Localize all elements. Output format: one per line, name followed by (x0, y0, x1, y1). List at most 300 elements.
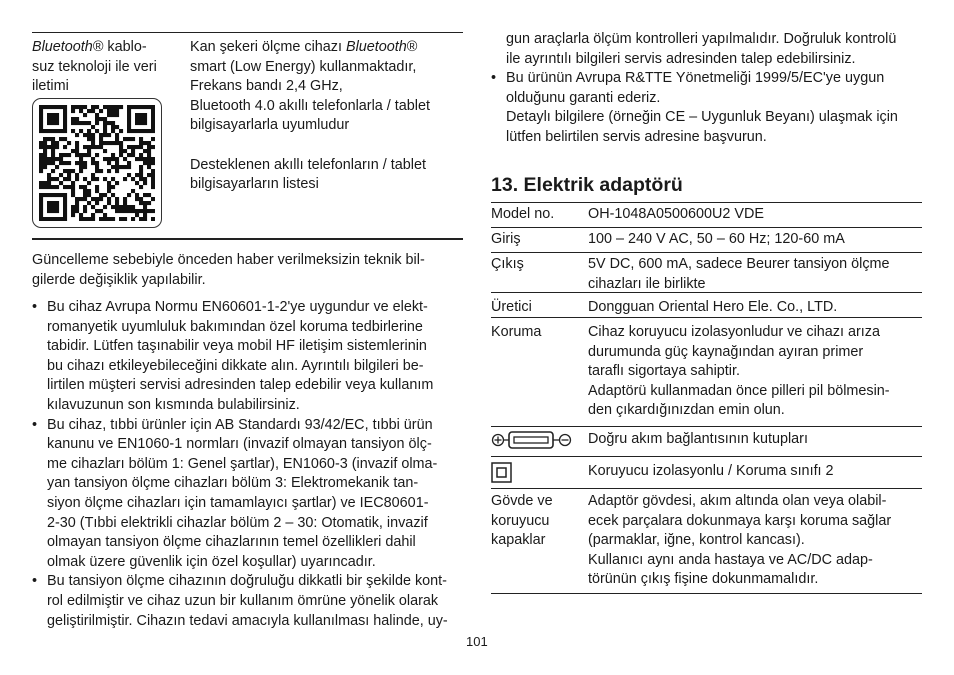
qr-module (55, 201, 59, 205)
qr-module (51, 137, 55, 141)
bullet-line: olduğunu garanti ederiz. (506, 89, 661, 106)
qr-module (151, 129, 155, 133)
qr-module (107, 189, 111, 193)
qr-module (103, 213, 107, 217)
qr-module (71, 189, 75, 193)
spec-value-line: den çıkardığınızdan emin olun. (588, 402, 785, 419)
qr-module (87, 121, 91, 125)
qr-module (135, 213, 139, 217)
qr-module (115, 109, 119, 113)
qr-module (143, 161, 147, 165)
spec-label: Üretici (491, 299, 532, 315)
qr-module (55, 185, 59, 189)
qr-module (51, 177, 55, 181)
qr-module (63, 125, 67, 129)
qr-module (139, 129, 143, 133)
qr-module (63, 205, 67, 209)
bullet-line: bu cihazı etkileyebileceğini dikkate alın. Ayrıntılı bilgileri be- (47, 357, 424, 374)
qr-module (83, 193, 87, 197)
qr-module (51, 205, 55, 209)
bullet-line: lütfen belirtilen servis adresine başvurun. (506, 128, 767, 145)
qr-module (143, 201, 147, 205)
bullet-emc (32, 298, 472, 416)
qr-module (119, 153, 123, 157)
qr-module (51, 169, 55, 173)
qr-module (63, 145, 67, 149)
bluetooth-desc-rest: ® (406, 39, 418, 55)
qr-module (123, 165, 127, 169)
qr-module (43, 141, 47, 145)
qr-module (151, 173, 155, 177)
qr-module (139, 153, 143, 157)
qr-module (103, 133, 107, 137)
spec-value: OH-1048A0500600U2 VDE (588, 206, 764, 222)
qr-module (111, 141, 115, 145)
right-bullet-list (491, 69, 931, 147)
qr-module (43, 137, 47, 141)
qr-module (151, 125, 155, 129)
qr-module (143, 149, 147, 153)
qr-module (79, 153, 83, 157)
qr-module (87, 193, 91, 197)
qr-module (107, 217, 111, 221)
qr-module (143, 105, 147, 109)
qr-module (127, 173, 131, 177)
polarity-symbol-icon (491, 429, 583, 458)
qr-module (39, 105, 43, 109)
protection-class-2-icon (491, 462, 583, 491)
qr-module (151, 177, 155, 181)
qr-module (75, 141, 79, 145)
qr-module (103, 217, 107, 221)
qr-module (51, 157, 55, 161)
qr-module (47, 117, 51, 121)
qr-module (51, 161, 55, 165)
qr-module (43, 129, 47, 133)
qr-module (127, 145, 131, 149)
bluetooth-bottom-rule (32, 238, 463, 240)
qr-module (127, 117, 131, 121)
qr-module (39, 129, 43, 133)
spec-label: Çıkış (491, 256, 524, 272)
qr-module (95, 197, 99, 201)
qr-module (127, 165, 131, 169)
qr-module (139, 197, 143, 201)
qr-module (103, 157, 107, 161)
spec-rule (491, 426, 922, 427)
qr-module (135, 197, 139, 201)
qr-module (139, 157, 143, 161)
qr-module (139, 177, 143, 181)
qr-module (91, 105, 95, 109)
qr-module (39, 165, 43, 169)
qr-module (91, 137, 95, 141)
bullet-line: 2-30 (Tıbbi elektrikli cihazlar bölüm 2 – 30: Otomatik, invazif (47, 514, 428, 531)
qr-module (75, 201, 79, 205)
qr-module (139, 165, 143, 169)
qr-module (39, 153, 43, 157)
qr-module (51, 141, 55, 145)
qr-module (119, 149, 123, 153)
qr-module (71, 109, 75, 113)
qr-module (83, 205, 87, 209)
qr-module (55, 157, 59, 161)
qr-module (83, 189, 87, 193)
qr-module (71, 169, 75, 173)
spec-value-line: durumunda güç kaynağından ayıran primer (588, 343, 864, 360)
qr-module (111, 153, 115, 157)
qr-module (139, 105, 143, 109)
bluetooth-desc-em: Bluetooth (345, 39, 407, 55)
bluetooth-desc-line: Bluetooth 4.0 akıllı telefonlarla / tablet (190, 97, 430, 114)
qr-module (87, 181, 91, 185)
qr-module (147, 161, 151, 165)
spec-value-line: Adaptör gövdesi, akım altında olan veya olabil- (588, 493, 887, 509)
bluetooth-label-rest: ® kablo- (92, 39, 147, 55)
qr-module (139, 169, 143, 173)
qr-module (75, 105, 79, 109)
qr-module (55, 205, 59, 209)
qr-module (79, 109, 83, 113)
qr-module (99, 209, 103, 213)
qr-module (39, 117, 43, 121)
qr-module (87, 153, 91, 157)
qr-module (151, 161, 155, 165)
spec-value (588, 323, 922, 421)
qr-module (147, 149, 151, 153)
qr-module (147, 129, 151, 133)
qr-module (103, 125, 107, 129)
qr-module (119, 141, 123, 145)
qr-module (75, 145, 79, 149)
qr-module (151, 197, 155, 201)
qr-module (39, 213, 43, 217)
qr-module (91, 217, 95, 221)
qr-module (119, 209, 123, 213)
qr-module (59, 217, 63, 221)
qr-module (79, 129, 83, 133)
qr-module (107, 105, 111, 109)
qr-module (103, 193, 107, 197)
qr-module (59, 161, 63, 165)
qr-module (107, 161, 111, 165)
qr-module (83, 177, 87, 181)
spec-label (491, 492, 583, 551)
qr-module (87, 201, 91, 205)
qr-module (71, 121, 75, 125)
qr-module (111, 217, 115, 221)
qr-module (111, 105, 115, 109)
qr-module (43, 165, 47, 169)
qr-module (143, 129, 147, 133)
qr-module (79, 197, 83, 201)
qr-module (51, 117, 55, 121)
qr-module (111, 109, 115, 113)
qr-module (91, 141, 95, 145)
qr-module (139, 209, 143, 213)
qr-module (147, 141, 151, 145)
qr-module (91, 173, 95, 177)
qr-module (151, 169, 155, 173)
qr-module (71, 129, 75, 133)
qr-module (75, 117, 79, 121)
qr-module (79, 217, 83, 221)
qr-module (131, 209, 135, 213)
qr-module (43, 217, 47, 221)
qr-module (47, 201, 51, 205)
qr-module (63, 105, 67, 109)
qr-module (67, 141, 71, 145)
qr-module (115, 137, 119, 141)
qr-module (67, 173, 71, 177)
qr-module (71, 193, 75, 197)
qr-module (99, 141, 103, 145)
qr-module (119, 205, 123, 209)
qr-module (63, 121, 67, 125)
qr-module (91, 177, 95, 181)
qr-module (115, 181, 119, 185)
bullet-line: kanunu ve EN1060-1 normları (invazif olmayan tansiyon ölç- (47, 436, 432, 453)
spec-value-line: taraflı sigortaya sahiptir. (588, 363, 740, 380)
qr-module (123, 177, 127, 181)
qr-module (39, 201, 43, 205)
spec-rule (491, 593, 922, 594)
spec-value-line: törünün çıkış fişine dokunmamalıdır. (588, 571, 819, 588)
qr-module (111, 129, 115, 133)
qr-module (143, 209, 147, 213)
qr-module (59, 153, 63, 157)
spec-value-line: Kullanıcı aynı anda hastaya ve AC/DC adap- (588, 551, 873, 568)
qr-module (91, 205, 95, 209)
bullet-line: romanyetik uyumluluk bakımından özel koruma tedbirlerine (47, 318, 423, 335)
qr-module (63, 213, 67, 217)
spec-value (588, 255, 922, 294)
qr-module (127, 209, 131, 213)
spec-value: Doğru akım bağlantısının kutupları (588, 431, 808, 447)
qr-module (127, 129, 131, 133)
qr-module (111, 121, 115, 125)
qr-module (115, 197, 119, 201)
qr-module (151, 217, 155, 221)
qr-module (151, 117, 155, 121)
qr-module (99, 217, 103, 221)
qr-module (59, 181, 63, 185)
bluetooth-label-em: Bluetooth (32, 39, 93, 55)
qr-module (63, 137, 67, 141)
qr-module (107, 169, 111, 173)
qr-module (111, 157, 115, 161)
qr-module (115, 205, 119, 209)
qr-module (151, 109, 155, 113)
qr-module (51, 193, 55, 197)
page-number: 101 (466, 634, 488, 649)
qr-module (75, 177, 79, 181)
qr-module (63, 113, 67, 117)
qr-module (131, 129, 135, 133)
qr-module (55, 113, 59, 117)
qr-module (143, 177, 147, 181)
qr-module (67, 185, 71, 189)
qr-module (99, 169, 103, 173)
qr-module (123, 209, 127, 213)
qr-module (83, 161, 87, 165)
qr-module (59, 157, 63, 161)
qr-module (111, 165, 115, 169)
qr-module (123, 205, 127, 209)
qr-module (83, 113, 87, 117)
bluetooth-label-line: iletimi (32, 78, 69, 95)
qr-module (111, 205, 115, 209)
spec-rule (491, 227, 922, 228)
qr-module (63, 109, 67, 113)
qr-module (123, 217, 127, 221)
qr-module (63, 177, 67, 181)
qr-module (151, 181, 155, 185)
qr-module (143, 205, 147, 209)
qr-module (99, 109, 103, 113)
qr-module (51, 121, 55, 125)
qr-module (59, 137, 63, 141)
qr-module (151, 145, 155, 149)
qr-module (143, 117, 147, 121)
qr-module (99, 117, 103, 121)
qr-module (99, 133, 103, 137)
qr-module (147, 157, 151, 161)
qr-module (39, 197, 43, 201)
qr-module (135, 193, 139, 197)
continuation-text (506, 30, 926, 69)
qr-module (43, 161, 47, 165)
qr-module (87, 137, 91, 141)
qr-module (63, 185, 67, 189)
qr-module (83, 197, 87, 201)
qr-module (43, 149, 47, 153)
qr-module (39, 121, 43, 125)
qr-module (123, 149, 127, 153)
qr-module (95, 209, 99, 213)
left-bullet-list (32, 298, 472, 631)
qr-module (115, 157, 119, 161)
qr-module (115, 113, 119, 117)
qr-module (87, 109, 91, 113)
qr-module (135, 181, 139, 185)
qr-module (99, 193, 103, 197)
qr-module (107, 133, 111, 137)
qr-module (127, 121, 131, 125)
qr-module (91, 197, 95, 201)
qr-module (135, 105, 139, 109)
qr-module (135, 157, 139, 161)
qr-module (43, 105, 47, 109)
qr-module (75, 133, 79, 137)
qr-module (107, 141, 111, 145)
qr-module (75, 197, 79, 201)
qr-module (55, 177, 59, 181)
qr-module (71, 117, 75, 121)
qr-module (143, 121, 147, 125)
qr-module (147, 193, 151, 197)
qr-module (39, 125, 43, 129)
qr-module (63, 161, 67, 165)
qr-module (47, 205, 51, 209)
qr-module (79, 185, 83, 189)
qr-module (39, 209, 43, 213)
qr-module (71, 181, 75, 185)
qr-module (135, 209, 139, 213)
qr-module (95, 165, 99, 169)
qr-module (95, 153, 99, 157)
bluetooth-desc-line: Desteklenen akıllı telefonların / tablet (190, 156, 426, 173)
qr-module (143, 113, 147, 117)
qr-module (95, 177, 99, 181)
qr-module (51, 209, 55, 213)
qr-module (91, 109, 95, 113)
spec-value-line: (parmaklar, iğne, kontrol kancası). (588, 532, 805, 549)
qr-module (63, 129, 67, 133)
qr-module (43, 185, 47, 189)
spec-value-line: Cihaz koruyucu izolasyonludur ve cihazı arıza (588, 324, 880, 340)
qr-module (111, 125, 115, 129)
qr-module (127, 109, 131, 113)
qr-module (51, 153, 55, 157)
spec-value-line: cihazları ile birlikte (588, 275, 706, 292)
qr-module (75, 205, 79, 209)
qr-module (95, 185, 99, 189)
qr-module (63, 117, 67, 121)
qr-module (143, 213, 147, 217)
qr-module (115, 165, 119, 169)
qr-module (115, 161, 119, 165)
qr-module (79, 105, 83, 109)
qr-module (131, 177, 135, 181)
qr-module (75, 153, 79, 157)
bluetooth-label-line: suz teknoloji ile veri (32, 58, 157, 75)
spec-value-line: ecek parçalara dokunmaya karşı koruma sağlar (588, 512, 892, 529)
qr-module (55, 129, 59, 133)
qr-module (71, 105, 75, 109)
qr-module (131, 137, 135, 141)
qr-module (115, 169, 119, 173)
bluetooth-desc-line: bilgisayarlarla uyumludur (190, 117, 350, 134)
qr-code-frame (32, 98, 162, 228)
qr-module (91, 161, 95, 165)
qr-module (107, 197, 111, 201)
qr-module (131, 105, 135, 109)
qr-module (143, 141, 147, 145)
qr-module (83, 165, 87, 169)
qr-module (127, 205, 131, 209)
qr-module (103, 141, 107, 145)
qr-module (63, 217, 67, 221)
qr-module (47, 105, 51, 109)
qr-module (139, 113, 143, 117)
bluetooth-desc-line: smart (Low Energy) kullanmaktadır, (190, 58, 417, 75)
qr-module (87, 129, 91, 133)
spec-label-line: Gövde ve (491, 493, 553, 509)
qr-module (47, 113, 51, 117)
qr-module (123, 157, 127, 161)
qr-module (79, 165, 83, 169)
bullet-standards (32, 416, 472, 573)
qr-module (147, 153, 151, 157)
qr-module (55, 209, 59, 213)
qr-module (47, 177, 51, 181)
qr-module (55, 141, 59, 145)
qr-module (71, 209, 75, 213)
qr-module (119, 217, 123, 221)
top-rule-left (32, 32, 463, 33)
spec-value: Dongguan Oriental Hero Ele. Co., LTD. (588, 299, 838, 315)
